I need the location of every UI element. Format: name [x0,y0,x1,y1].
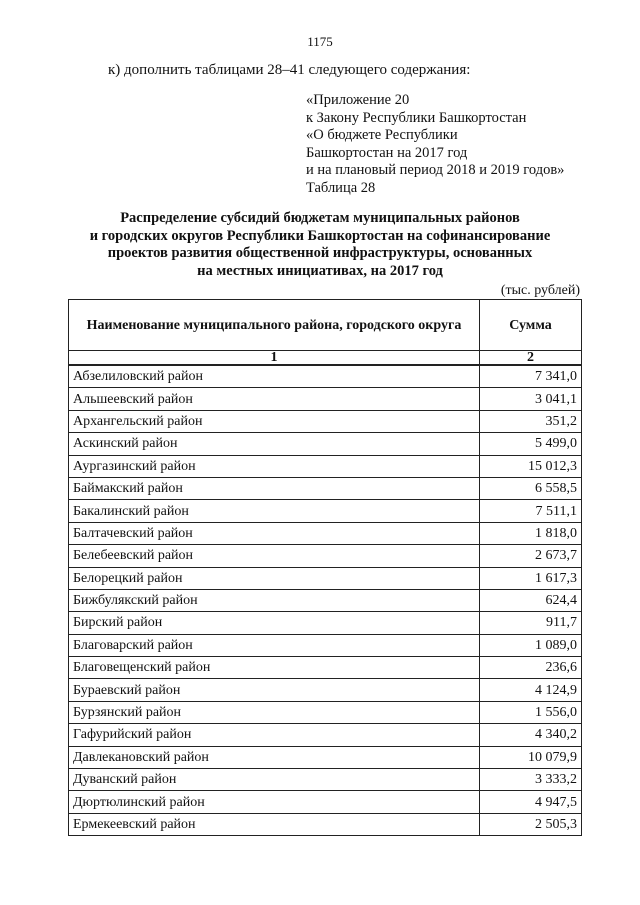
table-row [69,365,582,388]
subsidy-amount: 1 617,3 [480,567,582,589]
subsidy-amount: 2 673,7 [480,545,582,567]
units-label: (тыс. рублей) [500,283,580,298]
subsidy-amount: 1 556,0 [480,701,582,723]
appendix-line: «Приложение 20 [306,92,410,108]
appendix-line: и на плановый период 2018 и 2019 годов» [306,162,565,179]
appendix-line: к Закону Республики Башкортостан [306,109,527,126]
district-name: Бурзянский район [69,701,480,723]
subsidy-amount: 4 947,5 [480,791,582,813]
district-name: Дуванский район [69,769,480,791]
table-row [69,433,582,455]
district-name: Ермекеевский район [69,813,480,835]
table-row [69,612,582,634]
district-name: Гафурийский район [69,724,480,746]
subsidy-amount: 236,6 [480,657,582,679]
column-number-row [69,351,582,366]
table-row [69,477,582,499]
district-name: Альшеевский район [69,388,480,410]
district-name: Бижбулякский район [69,589,480,611]
appendix-line: «О бюджете Республики [306,127,458,144]
header-name: Наименование муниципального района, городского округа [69,300,480,351]
table-row [69,746,582,768]
district-name: Благоварский район [69,634,480,656]
district-name: Архангельский район [69,410,480,432]
intro-text: к) дополнить таблицами 28–41 следующего содержания: [108,62,471,78]
table-label: Таблица 28 [306,179,376,196]
table-row [69,791,582,813]
appendix-block [306,92,564,198]
district-name: Баймакский район [69,477,480,499]
district-name: Абзелиловский район [69,365,480,388]
table-row [69,455,582,477]
table-header-row [69,300,582,351]
district-name: Балтачевский район [69,522,480,544]
subsidy-amount: 351,2 [480,410,582,432]
table-row [69,500,582,522]
subsidy-amount: 4 340,2 [480,724,582,746]
district-name: Аургазинский район [69,455,480,477]
table-row [69,701,582,723]
column-number-2: 2 [480,351,582,366]
subsidy-amount: 1 089,0 [480,634,582,656]
table-row [69,679,582,701]
district-name: Благовещенский район [69,657,480,679]
subsidy-amount: 10 079,9 [480,746,582,768]
district-name: Аскинский район [69,433,480,455]
table-row [69,545,582,567]
subsidy-amount: 4 124,9 [480,679,582,701]
title-line: и городских округов Республики Башкортостан на софинансирование [89,227,551,244]
district-name: Бирский район [69,612,480,634]
table-body [69,365,582,836]
district-name: Дюртюлинский район [69,791,480,813]
header-amount: Сумма [480,300,582,351]
subsidy-amount: 7 511,1 [480,500,582,522]
table-row [69,410,582,432]
column-number-1: 1 [69,351,480,366]
subsidy-amount: 2 505,3 [480,813,582,835]
subsidy-table [68,299,582,836]
title-line: на местных инициативах, на 2017 год [197,262,443,279]
district-name: Белебеевский район [69,545,480,567]
subsidy-amount: 624,4 [480,589,582,611]
subsidy-amount: 3 041,1 [480,388,582,410]
table-row [69,567,582,589]
table-row [69,657,582,679]
subsidy-amount: 15 012,3 [480,455,582,477]
subsidy-amount: 1 818,0 [480,522,582,544]
district-name: Давлекановский район [69,746,480,768]
subsidy-amount: 5 499,0 [480,433,582,455]
subsidy-amount: 911,7 [480,612,582,634]
page-number: 1175 [307,34,333,49]
table-row [69,769,582,791]
table-row [69,589,582,611]
subsidy-amount: 6 558,5 [480,477,582,499]
table-row [69,388,582,410]
district-name: Бураевский район [69,679,480,701]
table-row [69,522,582,544]
table-row [69,813,582,835]
subsidy-amount: 3 333,2 [480,769,582,791]
table-row [69,634,582,656]
document-title [60,210,580,280]
table-row [69,724,582,746]
appendix-line: Башкортостан на 2017 год [306,144,468,161]
district-name: Бакалинский район [69,500,480,522]
title-line: проектов развития общественной инфраструктуры, основанных [107,245,533,262]
title-line: Распределение субсидий бюджетам муниципальных районов [120,210,520,226]
subsidy-amount: 7 341,0 [480,365,582,388]
district-name: Белорецкий район [69,567,480,589]
